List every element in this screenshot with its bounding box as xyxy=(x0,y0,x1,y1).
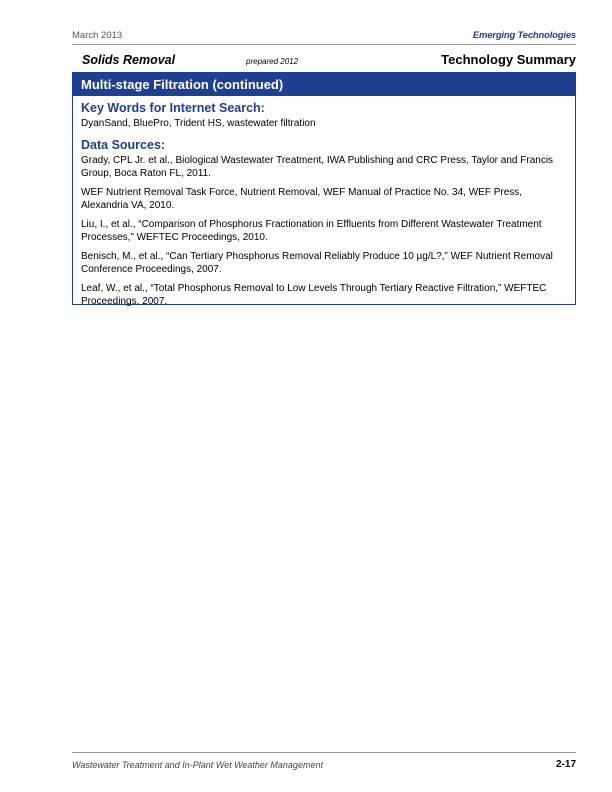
header-section-title: Emerging Technologies xyxy=(472,30,576,41)
subheader-prepared: prepared 2012 xyxy=(246,57,299,66)
footer-rule xyxy=(72,752,576,753)
content-box xyxy=(72,72,576,305)
source-item: Liu, I., et al., “Comparison of Phosphorus Fractionation in Effluents from Different Wastewater Treatment Processes,” WEFTEC Proceedings, 2010. xyxy=(81,219,542,243)
header-rule xyxy=(72,44,576,45)
footer-title: Wastewater Treatment and In-Plant Wet Weather Management xyxy=(72,760,323,770)
subheader-category: Solids Removal xyxy=(82,53,176,67)
subheader-doc-type: Technology Summary xyxy=(441,52,576,67)
source-item: Benisch, M., et al., “Can Tertiary Phosphorus Removal Reliably Produce 10 µg/L?,” WEF Nutrient Removal Conference Proceedings, 2007. xyxy=(81,251,553,275)
keywords-text: DyanSand, BluePro, Trident HS, wastewater filtration xyxy=(81,118,316,129)
box-banner: Multi-stage Filtration (continued) xyxy=(73,73,575,96)
page-number: 2-17 xyxy=(555,759,576,770)
header-date: March 2013 xyxy=(72,30,123,41)
keywords-title: Key Words for Internet Search: xyxy=(81,101,265,115)
source-item: WEF Nutrient Removal Task Force, Nutrient Removal, WEF Manual of Practice No. 34, WEF Press, Alexandria VA, 2010. xyxy=(81,187,523,211)
source-item: Leaf, W., et al., “Total Phosphorus Removal to Low Levels Through Tertiary Reactive Filtration,” WEFTEC Proceedings, 2007. xyxy=(81,283,547,307)
sources-title: Data Sources: xyxy=(81,138,166,152)
source-item: Grady, CPL Jr. et al., Biological Wastewater Treatment, IWA Publishing and CRC Press, Taylor and Francis Group, Boca Raton FL, 2011. xyxy=(81,155,554,179)
